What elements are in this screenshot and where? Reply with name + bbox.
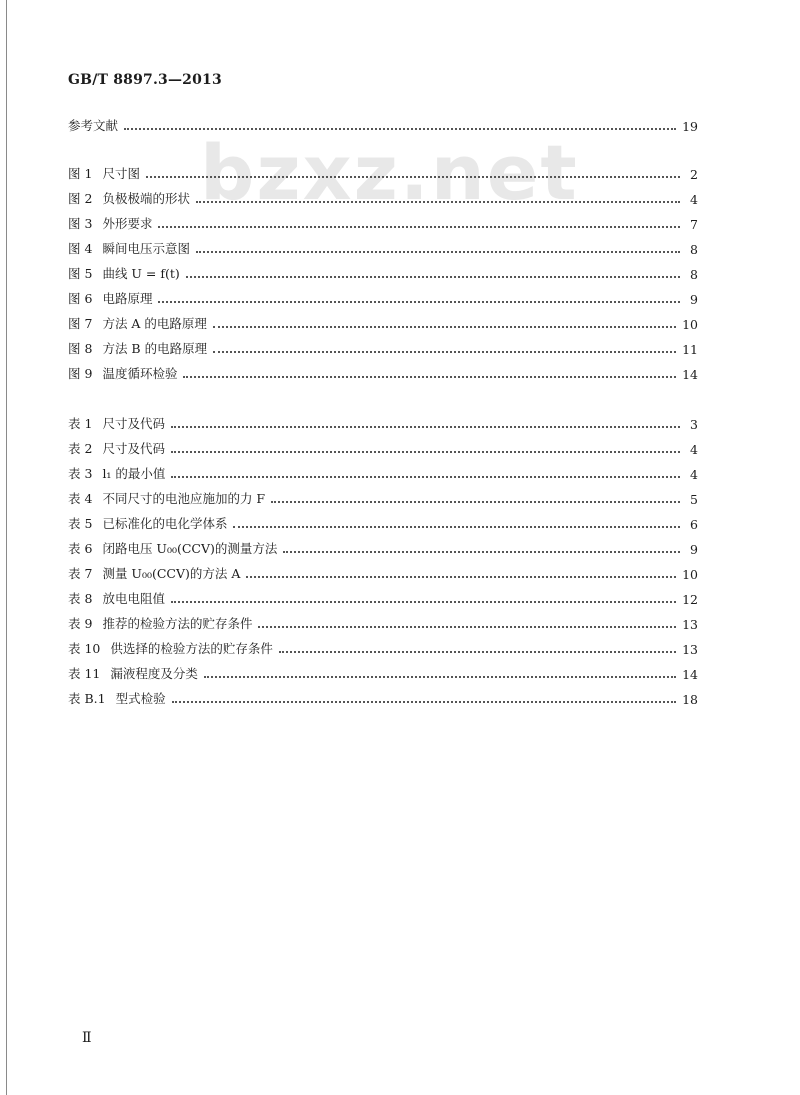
toc-entry-title: 漏液程度及分类 xyxy=(110,666,198,681)
toc-entry-table[interactable] xyxy=(68,487,698,507)
toc-entry-number: 表 5 xyxy=(68,516,93,531)
toc-entry-page: 5 xyxy=(690,492,698,507)
leader-dots xyxy=(158,301,680,303)
leader-dots xyxy=(183,376,676,378)
leader-dots xyxy=(204,676,676,678)
toc-entry-title: 供选择的检验方法的贮存条件 xyxy=(110,641,273,656)
toc-entry-title: 尺寸图 xyxy=(102,166,140,181)
leader-dots xyxy=(172,701,676,703)
toc-entry-page: 6 xyxy=(690,517,698,532)
standard-number-header: GB/T 8897.3—2013 xyxy=(68,72,222,88)
toc-entry-page: 13 xyxy=(682,642,698,657)
toc-entry-number: 表 8 xyxy=(68,591,93,606)
toc-entry-figure[interactable] xyxy=(68,312,698,332)
toc-entry-figure[interactable] xyxy=(68,212,698,232)
toc-entry-title: 型式检验 xyxy=(115,691,166,706)
leader-dots xyxy=(158,226,680,228)
toc-entry-number: 表 7 xyxy=(68,566,93,581)
toc-entry-page: 12 xyxy=(682,592,698,607)
toc-entry-figure[interactable] xyxy=(68,362,698,382)
leader-dots xyxy=(279,651,676,653)
page-edge-line xyxy=(6,0,7,1095)
toc-entry-title: 电路原理 xyxy=(102,291,153,306)
toc-entry-number: 图 4 xyxy=(68,241,93,256)
leader-dots xyxy=(196,201,680,203)
toc-entry-page: 9 xyxy=(690,542,698,557)
leader-dots xyxy=(171,476,680,478)
toc-entry-table[interactable] xyxy=(68,612,698,632)
toc-entry-title: 推荐的检验方法的贮存条件 xyxy=(102,616,253,631)
toc-entry-page: 7 xyxy=(690,217,698,232)
toc-entry-number: 表 11 xyxy=(68,666,101,681)
toc-entry-number: 图 1 xyxy=(68,166,93,181)
leader-dots xyxy=(233,526,680,528)
toc-entry-figure[interactable] xyxy=(68,162,698,182)
toc-entry-title: 瞬间电压示意图 xyxy=(102,241,190,256)
toc-entry-figure[interactable] xyxy=(68,187,698,207)
toc-entry-number: 图 6 xyxy=(68,291,93,306)
leader-dots xyxy=(258,626,676,628)
toc-entry-page: 13 xyxy=(682,617,698,632)
toc-entry-number: 图 2 xyxy=(68,191,93,206)
toc-entry-number: 表 B.1 xyxy=(68,691,106,706)
toc-entry-references[interactable] xyxy=(68,114,698,134)
toc-entry-title: 负极极端的形状 xyxy=(102,191,190,206)
leader-dots xyxy=(196,251,680,253)
toc-entry-title: 温度循环检验 xyxy=(102,366,178,381)
toc-entry-page: 3 xyxy=(690,417,698,432)
toc-entry-number: 表 6 xyxy=(68,541,93,556)
leader-dots xyxy=(171,451,680,453)
page-number-footer: Ⅱ xyxy=(82,1030,92,1046)
toc-entry-page: 8 xyxy=(690,267,698,282)
toc-entry-number: 图 5 xyxy=(68,266,93,281)
toc-entry-number: 图 8 xyxy=(68,341,93,356)
toc-entry-table[interactable] xyxy=(68,562,698,582)
leader-dots xyxy=(124,128,676,130)
toc-entry-number: 表 3 xyxy=(68,466,93,481)
leader-dots xyxy=(146,176,680,178)
toc-entry-title: 方法 B 的电路原理 xyxy=(102,341,208,356)
toc-entry-title: 尺寸及代码 xyxy=(102,416,165,431)
toc-entry-number: 表 9 xyxy=(68,616,93,631)
toc-entry-page: 11 xyxy=(682,342,698,357)
toc-entry-table[interactable] xyxy=(68,412,698,432)
toc-entry-page: 10 xyxy=(682,567,698,582)
toc-entry-table[interactable] xyxy=(68,537,698,557)
toc-entry-title: 尺寸及代码 xyxy=(102,441,165,456)
toc-entry-number: 表 4 xyxy=(68,491,93,506)
toc-entry-number: 表 2 xyxy=(68,441,93,456)
toc-entry-page: 4 xyxy=(690,467,698,482)
toc-entry-table[interactable] xyxy=(68,587,698,607)
toc-entry-page: 9 xyxy=(690,292,698,307)
toc-entry-title: l₁ 的最小值 xyxy=(102,466,166,481)
toc-entry-number: 图 7 xyxy=(68,316,93,331)
toc-entry-title: 已标准化的电化学体系 xyxy=(102,516,228,531)
toc-entry-number: 表 10 xyxy=(68,641,101,656)
toc-entry-title: 方法 A 的电路原理 xyxy=(102,316,207,331)
leader-dots xyxy=(213,351,676,353)
toc-entry-table[interactable] xyxy=(68,512,698,532)
toc-entry-number: 表 1 xyxy=(68,416,93,431)
toc-entry-title: 外形要求 xyxy=(102,216,153,231)
leader-dots xyxy=(213,326,676,328)
toc-entry-figure[interactable] xyxy=(68,262,698,282)
toc-entry-title: 曲线 U = f(t) xyxy=(102,266,180,281)
toc-entry-table[interactable] xyxy=(68,437,698,457)
toc-entry-page: 8 xyxy=(690,242,698,257)
toc-entry-figure[interactable] xyxy=(68,287,698,307)
leader-dots xyxy=(171,601,676,603)
toc-entry-title: 测量 U₀₀(CCV)的方法 A xyxy=(102,566,241,581)
toc-entry-table[interactable] xyxy=(68,687,698,707)
toc-entry-page: 10 xyxy=(682,317,698,332)
toc-entry-page: 2 xyxy=(690,167,698,182)
toc-entry-page: 19 xyxy=(682,119,698,134)
toc-entry-table[interactable] xyxy=(68,662,698,682)
leader-dots xyxy=(246,576,676,578)
toc-entry-figure[interactable] xyxy=(68,337,698,357)
leader-dots xyxy=(271,501,680,503)
leader-dots xyxy=(186,276,680,278)
toc-entry-page: 14 xyxy=(682,667,698,682)
toc-entry-number: 图 3 xyxy=(68,216,93,231)
toc-entry-page: 4 xyxy=(690,192,698,207)
toc-entry-title: 不同尺寸的电池应施加的力 F xyxy=(102,491,266,506)
toc-entry-label: 参考文献 xyxy=(68,118,119,133)
toc-entry-figure[interactable] xyxy=(68,237,698,257)
leader-dots xyxy=(283,551,680,553)
toc-entry-table[interactable] xyxy=(68,637,698,657)
watermark: bzxz.net xyxy=(200,128,579,217)
toc-entry-page: 18 xyxy=(682,692,698,707)
toc-entry-title: 放电电阻值 xyxy=(102,591,165,606)
toc-entry-title: 闭路电压 U₀₀(CCV)的测量方法 xyxy=(102,541,278,556)
leader-dots xyxy=(171,426,680,428)
toc-entry-number: 图 9 xyxy=(68,366,93,381)
toc-entry-page: 4 xyxy=(690,442,698,457)
toc-entry-table[interactable] xyxy=(68,462,698,482)
toc-entry-page: 14 xyxy=(682,367,698,382)
